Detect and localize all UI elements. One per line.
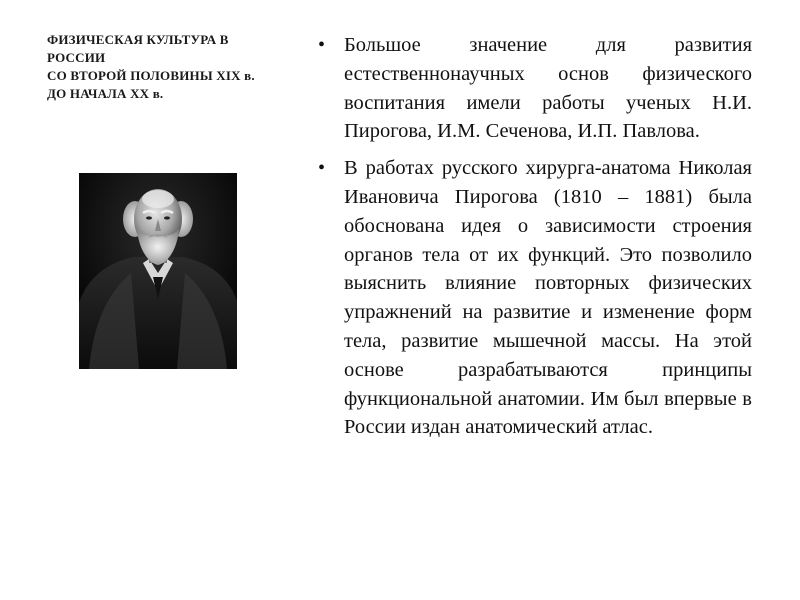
portrait-photo xyxy=(79,173,237,369)
title-line-2: РОССИИ xyxy=(47,50,106,65)
title-line-3: СО ВТОРОЙ ПОЛОВИНЫ XIX в. xyxy=(47,68,255,83)
bullet-marker: • xyxy=(318,34,326,56)
bullet-list xyxy=(318,31,752,450)
bullet-marker: • xyxy=(318,157,326,180)
bullet-text: Большое значение для развития естественнонаучных основ физического воспитания имели работы ученых Н.И. Пирогова, И.М. Сеченова, И.П. Павлова. xyxy=(344,34,752,143)
slide-title xyxy=(47,31,307,103)
bullet-item-2 xyxy=(318,154,752,442)
title-line-1: ФИЗИЧЕСКАЯ КУЛЬТУРА В xyxy=(47,32,229,47)
portrait-illustration xyxy=(79,173,237,369)
bullet-text: В работах русского хирурга-анатома Николая Ивановича Пирогова (1810 – 1881) была обоснована идея о зависимости строения органов тела от их функций. Это позволило выяснить влияние повторных физических упражнений на развитие и изменение форм тела, развитие мышечной массы. На этой основе разрабатываются принципы функциональной анатомии. Им был впервые в России издан анатомический атлас. xyxy=(344,157,752,439)
title-line-4: ДО НАЧАЛА XX в. xyxy=(47,86,164,101)
bullet-item-1 xyxy=(318,31,752,146)
